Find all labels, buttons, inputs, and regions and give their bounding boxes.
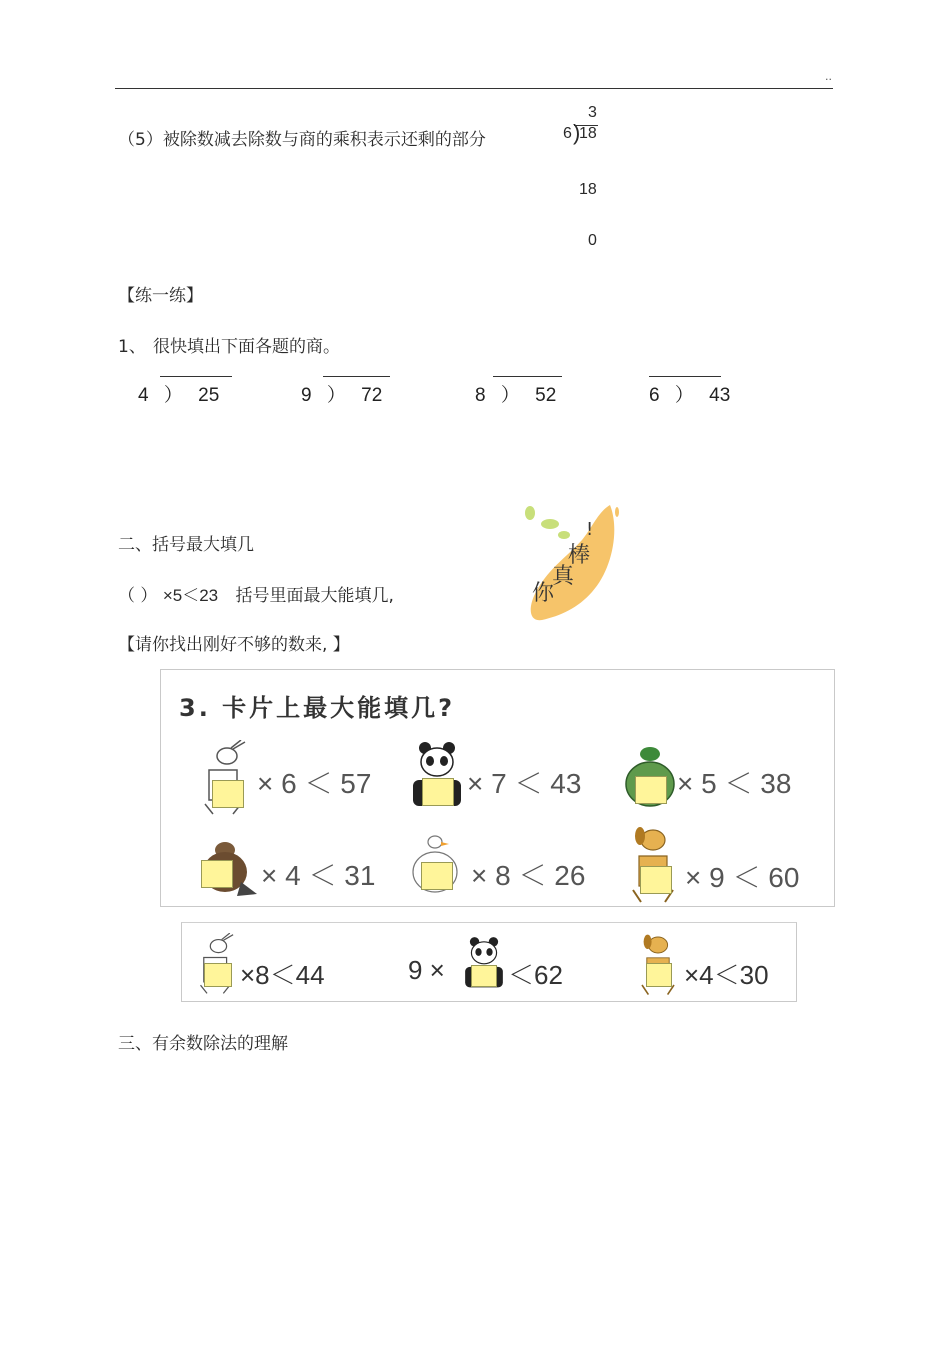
problem-prefix: 9 × (408, 955, 445, 985)
division-problem (301, 380, 382, 407)
division-problem (138, 380, 219, 407)
card-problem (197, 740, 397, 804)
section2-hint: 【请你找出刚好不够的数来, 】 (118, 635, 350, 655)
division-divisor: 8 (475, 385, 486, 406)
problem-expression: ×8＜44 (240, 960, 325, 990)
card2-problem (634, 933, 794, 997)
answer-square (422, 778, 454, 806)
section3-title: 三、有余数除法的理解 (118, 1034, 288, 1054)
problem-expression: × 9 ＜ 60 (685, 862, 800, 893)
card2-problem (194, 933, 384, 997)
practice-heading: 【练一练】 (118, 286, 203, 306)
card2-problem (408, 933, 598, 997)
praise-badge (520, 500, 630, 625)
section2-question (118, 581, 394, 606)
card-problem (409, 740, 609, 804)
header-rule (115, 88, 833, 89)
problem-expression: × 7 ＜ 43 (467, 768, 582, 799)
praise-char-2: 真 (552, 564, 575, 589)
division-bracket: ） (500, 385, 520, 406)
exercise-card (160, 669, 835, 907)
division-dividend: 25 (198, 385, 220, 406)
division-divisor: 9 (301, 385, 312, 406)
division-bracket: ） (326, 385, 346, 406)
card-problem (623, 826, 823, 893)
card-problem (197, 834, 397, 898)
card-title: 3. 卡片上最大能填几? (179, 694, 456, 722)
ld-quotient: 3 (588, 104, 597, 121)
division-problem (475, 380, 556, 407)
division-divisor: 4 (138, 385, 149, 406)
problem-expression: × 8 ＜ 26 (471, 860, 586, 891)
division-bracket: ） (674, 385, 694, 406)
problem-expression: ＜62 (508, 960, 563, 990)
division-dividend: 72 (361, 385, 383, 406)
answer-square (646, 963, 672, 987)
q1-text: 很快填出下面各题的商。 (153, 337, 340, 357)
ld-dividend: 18 (579, 125, 597, 142)
ld-divisor: 6 (563, 125, 572, 142)
exercise-card-2 (181, 922, 797, 1002)
praise-char-4: ! (586, 519, 594, 540)
division-problem (649, 380, 730, 407)
answer-square (204, 963, 232, 987)
answer-square (640, 866, 672, 894)
division-dividend: 52 (535, 385, 557, 406)
question-text: 括号里面最大能填几, (235, 586, 394, 606)
long-division-example (560, 104, 610, 254)
division-divisor: 6 (649, 385, 660, 406)
problem-expression: × 6 ＜ 57 (257, 768, 372, 799)
praise-char-1: 你 (532, 581, 555, 606)
division-bracket: ） (163, 385, 183, 406)
card-problem (409, 834, 609, 898)
division-bar (323, 376, 390, 377)
step5-text: （5）被除数减去除数与商的乘积表示还剩的部分 (118, 130, 486, 150)
answer-square (421, 862, 453, 890)
ld-remainder: 0 (588, 232, 597, 249)
corner-mark: .. (825, 70, 832, 83)
section2-title: 二、括号最大填几 (118, 535, 254, 555)
division-bar (493, 376, 562, 377)
ld-product: 18 (579, 181, 597, 198)
division-bar (160, 376, 232, 377)
answer-square (201, 860, 233, 888)
praise-char-3: 棒 (568, 543, 591, 568)
question-expression: ×5＜23 (162, 586, 219, 605)
problem-expression: × 4 ＜ 31 (261, 860, 376, 891)
division-dividend: 43 (709, 385, 731, 406)
answer-square (471, 965, 497, 987)
answer-square (635, 776, 667, 804)
problem-expression: × 5 ＜ 38 (677, 768, 792, 799)
problem-expression: ×4＜30 (684, 960, 769, 990)
division-bar (649, 376, 721, 377)
ld-bracket: ) (573, 120, 581, 145)
answer-square (212, 780, 244, 808)
q1-number: 1、 (118, 337, 146, 357)
answer-parentheses: （ ） (118, 586, 158, 606)
card-problem (623, 740, 823, 804)
